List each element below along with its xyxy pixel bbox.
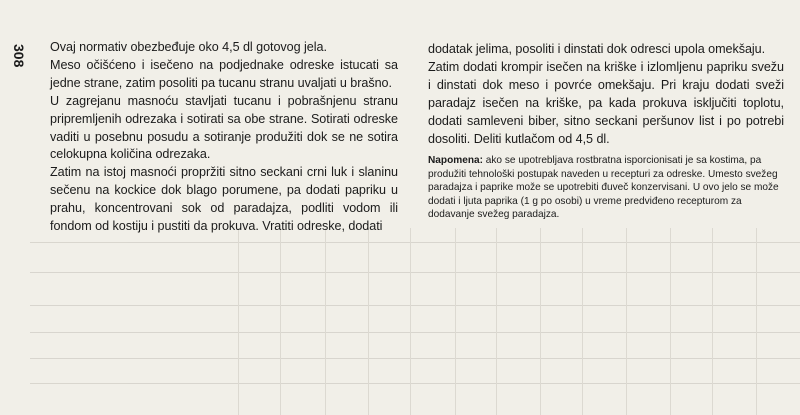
note-block	[428, 154, 784, 222]
right-text-column	[428, 41, 784, 148]
paragraph: Zatim na istoj masnoći propržiti sitno seckani crni luk i slaninu sečenu na kockice dok blago porumene, pa dodati papriku u prahu, koncentrovani sok od paradajza, podliti vodom ili fondom od kostiju i pustiti da prokuva. Vratiti odreske, dodati	[50, 165, 398, 234]
page-number: 308	[11, 44, 27, 68]
paragraph: dodatak jelima, posoliti i dinstati dok odresci upola omekšaju.	[428, 42, 766, 56]
note-text: ako se upotrebljava rostbratna isporcionisati je sa kostima, pa produžiti tehnološki postupak naveden u recepturi za odreske. Umesto svežeg paradajza i paprike može se upotrebiti đuveč konzervisani. U ovo jelo se može dodati i ljuta paprika (1 g po osobi) u vreme predviđeno recepturom za dodavanje svežeg paradajza.	[428, 155, 779, 221]
bleed-through-table	[30, 228, 800, 415]
paragraph: Zatim dodati krompir isečen na kriške i izlomljenu papriku svežu i dinstati dok meso i povrće omekšaju. Pri kraju dodati sveži paradajz isečen na kriške, pa kada prokuva isključiti toplotu, dodati samleveni biber, sitno seckani peršunov list i po potrebi dosoliti. Deliti kutlačom od 4,5 dl.	[428, 59, 784, 146]
left-text-column	[50, 39, 398, 236]
paragraph: U zagrejanu masnoću stavljati tucanu i pobrašnjenu stranu pripremljenih odrezaka i sotirati sa obe strane. Sotirati odreske vaditi u posebnu posudu a sotiranje produžiti dok se ne sotira celokupna količina odrezaka.	[50, 93, 398, 162]
paragraph: Meso očišćeno i isečeno na podjednake odreske istucati sa jedne strane, zatim posoliti pa tucanu stranu uvaljati u brašno.	[50, 57, 398, 90]
note-label: Napomena:	[428, 155, 483, 166]
paragraph: Ovaj normativ obezbeđuje oko 4,5 dl gotovog jela.	[50, 40, 327, 54]
